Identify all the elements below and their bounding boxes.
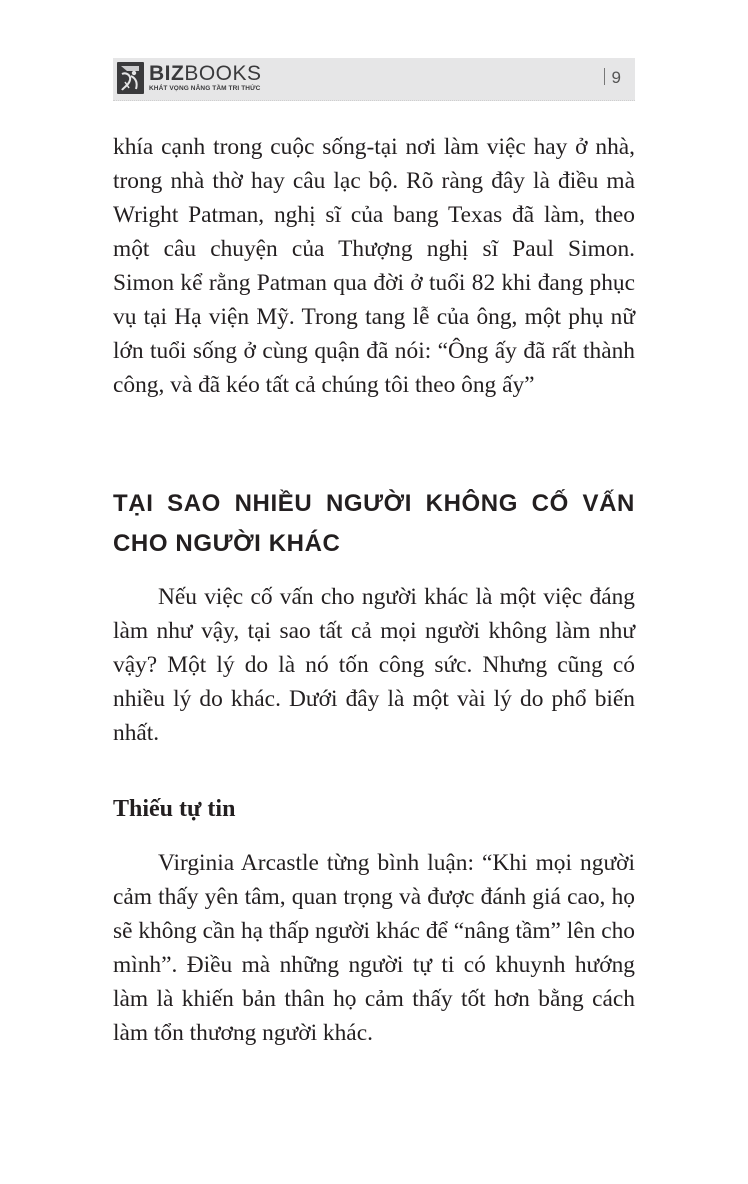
brand-tagline: KHÁT VỌNG NÂNG TẦM TRI THỨC xyxy=(149,85,261,93)
sub-heading: Thiếu tự tin xyxy=(113,796,236,822)
brand-name-regular: BOOKS xyxy=(184,62,262,86)
intro-paragraph: khía cạnh trong cuộc sống-tại nơi làm việc hay ở nhà, trong nhà thờ hay câu lạc bộ. Rõ ràng đây là điều mà Wright Patman, nghị sĩ của bang Texas đã làm, theo một câu chuyện của Thượng nghị sĩ Paul Simon. Simon kể rằng Patman qua đời ở tuổi 82 khi đang phục vụ tại Hạ viện Mỹ. Trong tang lễ của ông, một phụ nữ lớn tuổi sống ở cùng quận đã nói: “Ông ấy đã rất thành công, và đã kéo tất cả chúng tôi theo ông ấy” xyxy=(113,134,635,398)
section-paragraph: Nếu việc cố vấn cho người khác là một việc đáng làm như vậy, tại sao tất cả mọi người không làm như vậy? Một lý do là nó tốn công sức. Nhưng cũng có nhiều lý do khác. Dưới đây là một vài lý do phổ biến nhất. xyxy=(113,584,635,746)
page-number-separator xyxy=(604,68,605,85)
sub-paragraph: Virginia Arcastle từng bình luận: “Khi mọi người cảm thấy yên tâm, quan trọng và được đánh giá cao, họ sẽ không cần hạ thấp người khác để “nâng tầm” lên cho mình”. Điều mà những người tự ti có khuynh hướng làm là khiến bản thân họ cảm thấy tốt hơn bằng cách làm tổn thương người khác. xyxy=(113,850,635,1046)
page-body xyxy=(113,130,635,1050)
running-header xyxy=(113,58,635,101)
page-number-value: 9 xyxy=(611,68,621,87)
section-heading: TẠI SAO NHIỀU NGƯỜI KHÔNG CỐ VẤN CHO NGƯỜI KHÁC xyxy=(113,490,635,557)
brand-name-bold: BIZ xyxy=(149,62,185,86)
page-number xyxy=(604,68,621,88)
brand-name xyxy=(149,63,262,84)
publisher-logo xyxy=(117,62,262,94)
bizbooks-logo-icon xyxy=(117,62,144,94)
